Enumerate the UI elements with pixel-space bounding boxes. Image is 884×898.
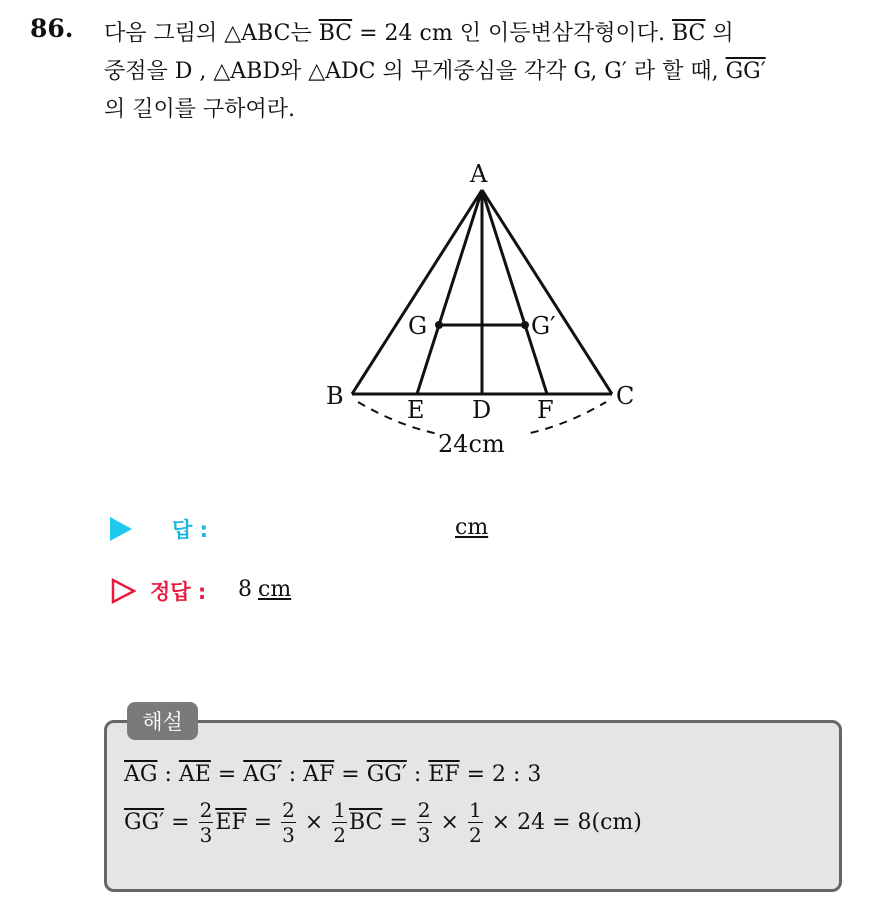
solution-tag: 해설: [127, 702, 198, 740]
label-e: E: [407, 396, 425, 424]
point-g-prime: [521, 321, 529, 329]
question-text: 중점을 D , △ABD와 △ADC 의 무게중심을 각각 G, G′ 라 할 때,: [104, 59, 726, 84]
fraction: [468, 800, 483, 845]
segment-bc: $\overline{BC}$: [318, 21, 353, 46]
fraction: [332, 800, 347, 845]
question-line-1: [104, 16, 734, 47]
label-d: D: [472, 396, 492, 424]
correct-answer-label: 정답 :: [150, 580, 207, 604]
seg: $\overline{EF}$: [215, 810, 247, 835]
question-line-2: [104, 54, 766, 85]
median-ae: [417, 190, 482, 394]
segment-bc: $\overline{BC}$: [671, 21, 706, 46]
correct-answer-value: 8: [238, 577, 252, 602]
question-text: 의: [705, 21, 734, 46]
seg: $\overline{EF}$: [428, 762, 460, 787]
answer-unit: cm: [455, 515, 489, 540]
side-ab: [352, 190, 482, 394]
fraction: [417, 800, 432, 845]
op: ×: [297, 810, 331, 835]
label-g: G: [408, 312, 428, 340]
fraction: [281, 800, 296, 845]
seg: GG′: [366, 762, 407, 787]
seg: GG′: [124, 810, 165, 835]
question-number: 86.: [30, 14, 74, 43]
den: 2: [333, 823, 346, 847]
correct-answer-unit: cm: [258, 577, 292, 602]
seg: AG′: [243, 762, 282, 787]
op: :: [157, 762, 179, 787]
seg: $\overline{AF}$: [303, 762, 335, 787]
label-a: A: [470, 160, 488, 188]
outline-triangle-icon: [110, 578, 136, 604]
label-b: B: [326, 382, 344, 410]
den: 3: [417, 823, 431, 847]
side-ac: [482, 190, 612, 394]
op: :: [406, 762, 429, 787]
median-af: [482, 190, 547, 394]
op: =: [246, 810, 280, 835]
label-f: F: [537, 396, 554, 424]
num: 2: [417, 798, 431, 822]
solution-line-2: [124, 800, 642, 845]
num: 1: [468, 798, 482, 822]
length-label: 24cm: [438, 430, 505, 458]
label-c: C: [616, 382, 635, 410]
op: =: [382, 810, 415, 835]
question-text: = 24 cm 인 이등변삼각형이다.: [352, 21, 672, 46]
question-line-3: 의 길이를 구하여라.: [104, 97, 295, 122]
solution-line-1: [124, 762, 541, 787]
num: 2: [282, 798, 295, 822]
op: ×: [433, 810, 466, 835]
correct-answer: [238, 577, 291, 602]
triangle-figure: [300, 150, 660, 470]
segment-ggp: GG′: [725, 59, 766, 84]
answer-label: 답 :: [172, 518, 208, 542]
num: 2: [199, 798, 213, 822]
op: :: [281, 762, 304, 787]
seg: $\overline{BC}$: [348, 810, 383, 835]
op: =: [210, 762, 244, 787]
op: = 2 : 3: [459, 762, 542, 787]
den: 3: [199, 823, 213, 847]
num: 1: [333, 798, 346, 822]
seg: $\overline{AE}$: [178, 762, 211, 787]
point-g: [435, 321, 443, 329]
den: 3: [282, 823, 295, 847]
fraction: [199, 800, 214, 845]
den: 2: [468, 823, 482, 847]
question-text: 다음 그림의 △ABC는: [104, 21, 319, 46]
op: =: [334, 762, 367, 787]
op: × 24 = 8(cm): [484, 810, 642, 835]
seg: $\overline{AG}$: [124, 762, 158, 787]
label-g-prime: G′: [531, 312, 556, 340]
op: =: [164, 810, 197, 835]
filled-triangle-icon: [110, 517, 132, 541]
